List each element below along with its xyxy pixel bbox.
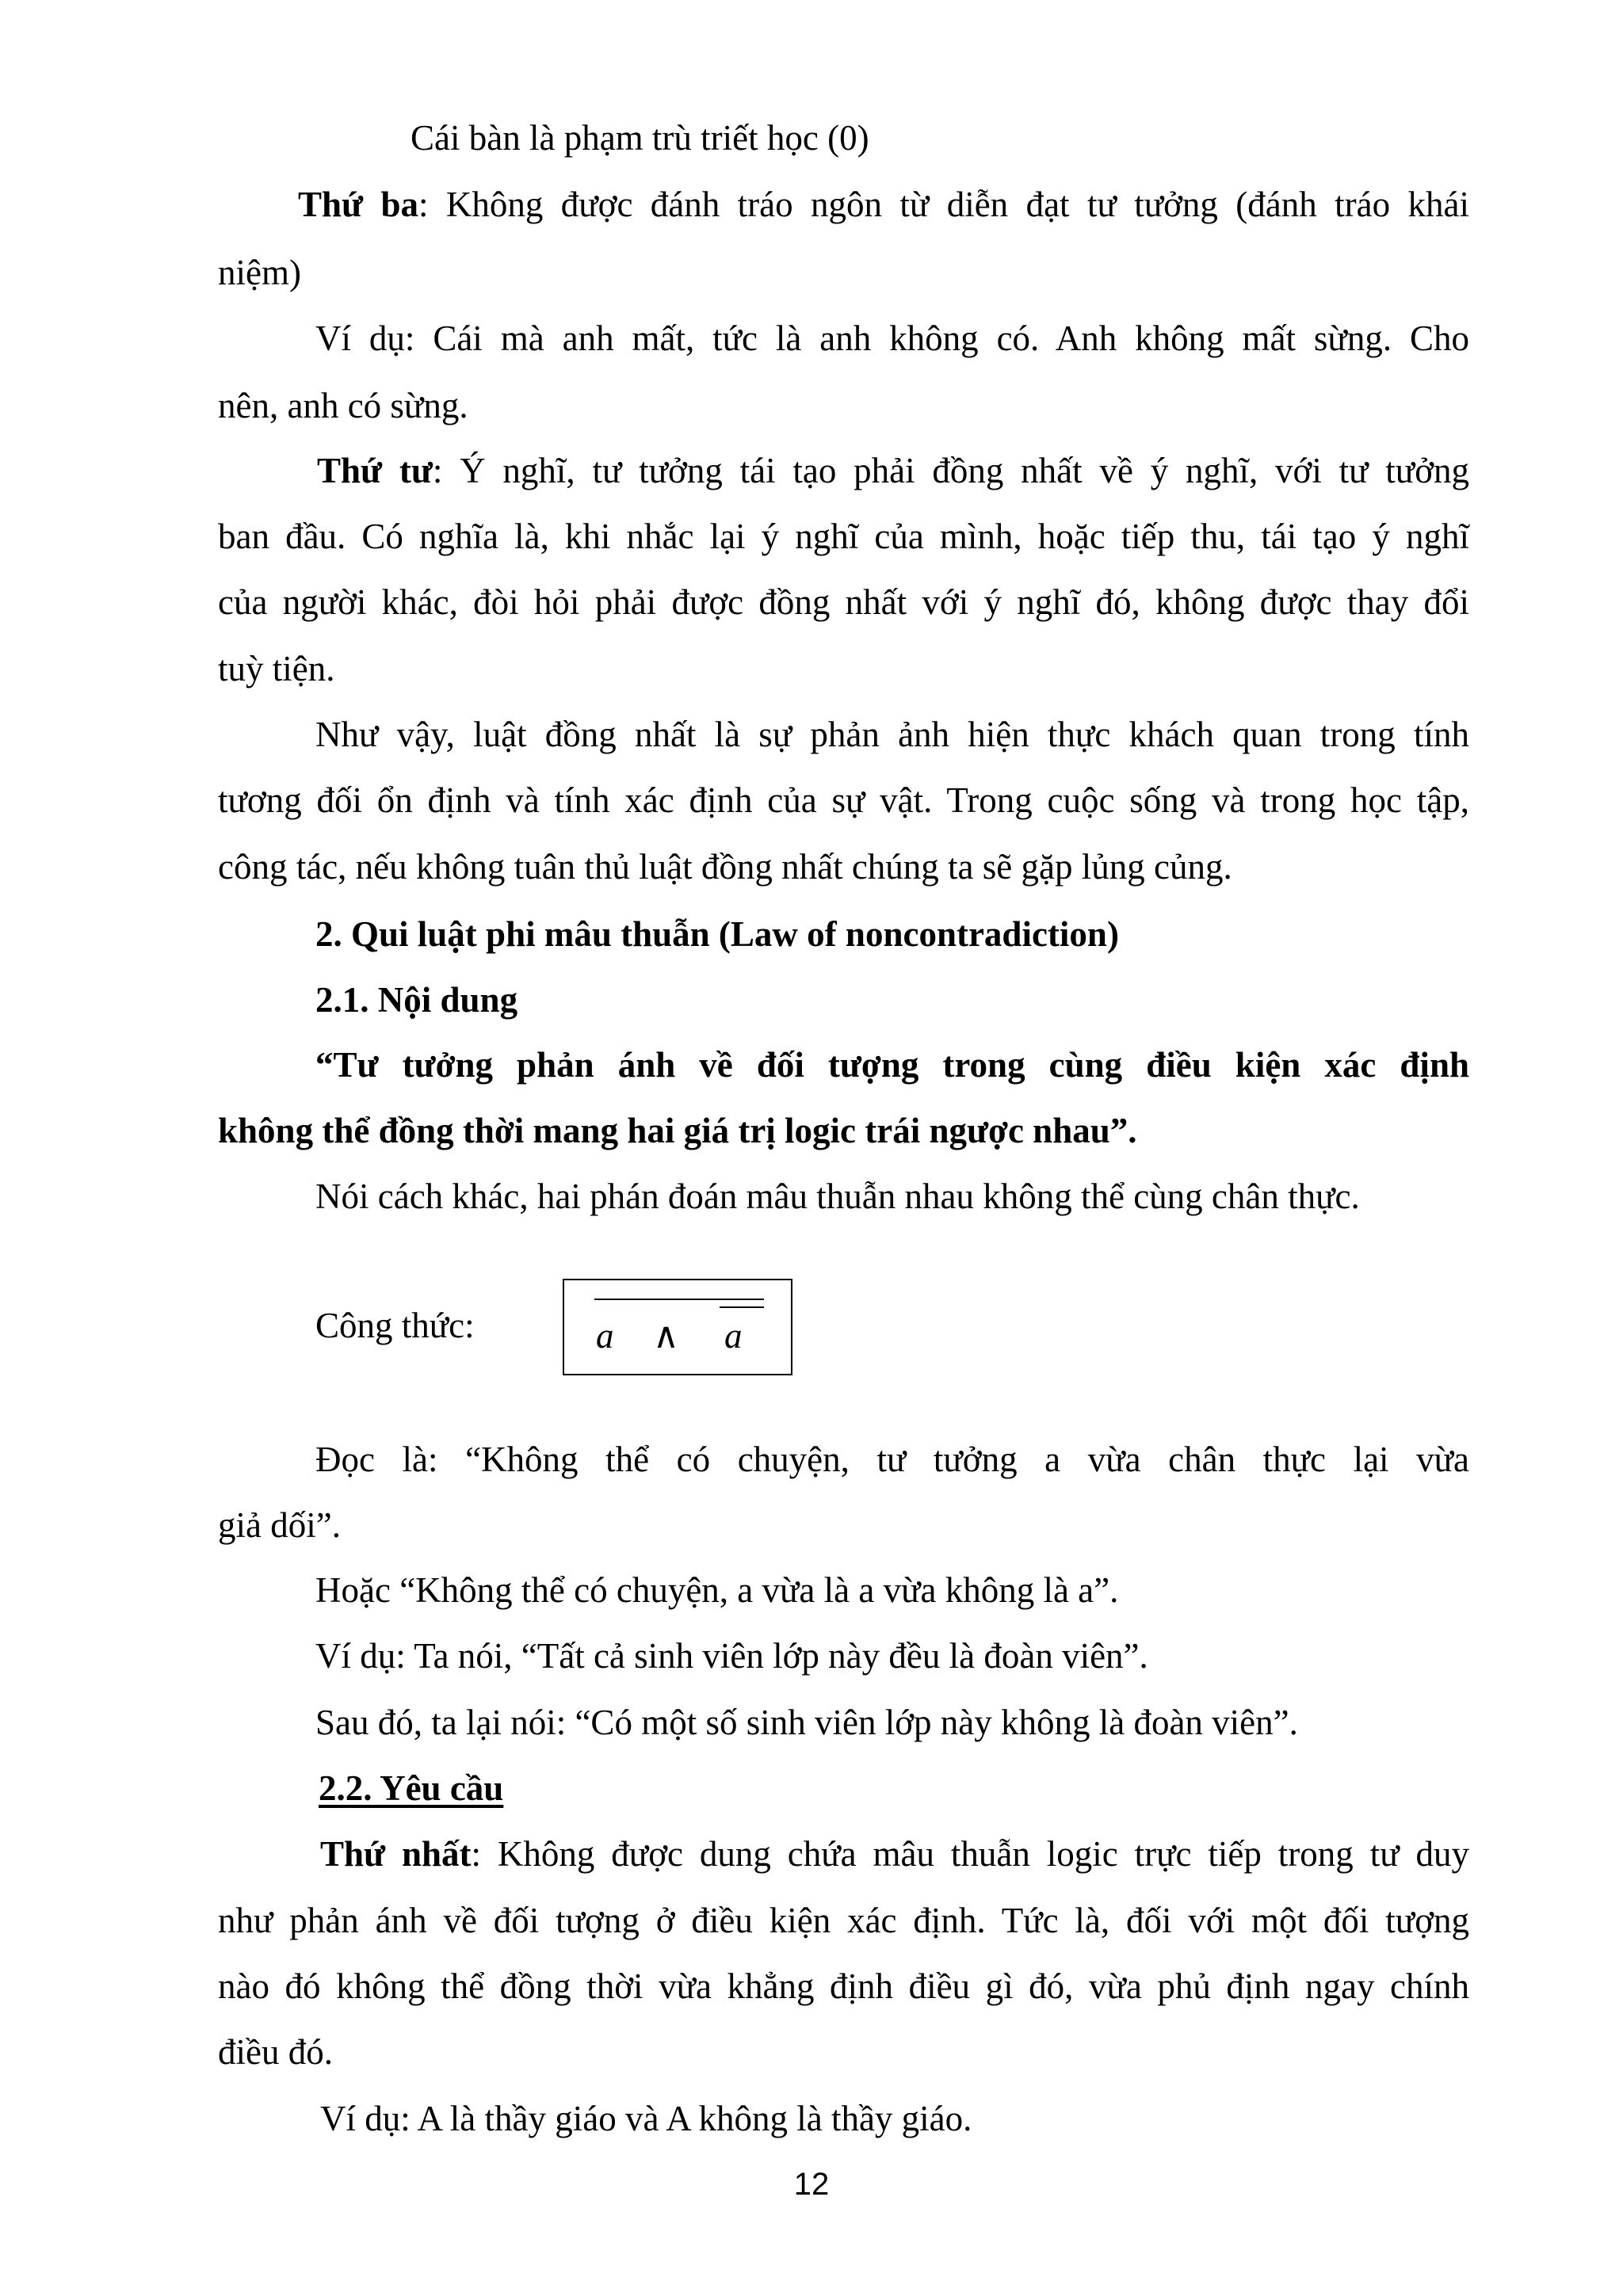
text-line: Đọc là: “Không thể có chuyện, tư tưởng a vừa chân thực lại vừa <box>315 1440 1469 1479</box>
text-line: Như vậy, luật đồng nhất là sự phản ảnh hiện thực khách quan trong tính <box>315 715 1469 754</box>
term-thu-ba: Thứ ba <box>298 185 418 224</box>
subsection-heading: 2.2. Yêu cầu <box>319 1768 504 1808</box>
text-line: niệm) <box>218 253 301 292</box>
text-line: công tác, nếu không tuân thủ luật đồng nhất chúng ta sẽ gặp lủng củng. <box>218 847 1232 887</box>
paragraph-thu-nhat <box>320 1836 1469 1872</box>
text-line: Nói cách khác, hai phán đoán mâu thuẫn nhau không thể cùng chân thực. <box>315 1177 1360 1216</box>
subsection-heading: 2.1. Nội dung <box>315 980 518 1020</box>
text-line: nên, anh có sừng. <box>218 386 468 425</box>
section-heading: 2. Qui luật phi mâu thuẫn (Law of noncontradiction) <box>315 914 1119 954</box>
text-line: điều đó. <box>218 2032 333 2072</box>
text-line: Cái bàn là phạm trù triết học (0) <box>411 118 869 158</box>
paragraph-thu-tu <box>317 453 1469 489</box>
formula-operator: ∧ <box>653 1316 679 1356</box>
formula-var-right: a <box>724 1316 743 1356</box>
text-line: giả dối”. <box>218 1505 341 1545</box>
text-line: : Ý nghĩ, tư tưởng tái tạo phải đồng nhất về ý nghĩ, với tư tưởng <box>432 451 1469 490</box>
quote-line: không thể đồng thời mang hai giá trị logic trái ngược nhau”. <box>218 1111 1137 1150</box>
text-line: : Không được đánh tráo ngôn từ diễn đạt tư tưởng (đánh tráo khái <box>418 185 1469 224</box>
text-line: tương đối ổn định và tính xác định của sự vật. Trong cuộc sống và trong học tập, <box>218 780 1469 820</box>
text-line: tuỳ tiện. <box>218 649 335 688</box>
text-line: Ví dụ: Cái mà anh mất, tức là anh không có. Anh không mất sừng. Cho <box>315 318 1469 358</box>
text-line: Sau đó, ta lại nói: “Có một số sinh viên lớp này không là đoàn viên”. <box>315 1703 1298 1742</box>
term-thu-nhat: Thứ nhất <box>320 1834 472 1874</box>
text-line: của người khác, đòi hỏi phải được đồng nhất với ý nghĩ đó, không được thay đổi <box>218 582 1469 622</box>
term-thu-tu: Thứ tư <box>317 451 433 490</box>
formula-label: Công thức: <box>315 1306 475 1345</box>
formula-var-left: a <box>596 1316 614 1356</box>
text-line: Ví dụ: A là thầy giáo và A không là thầy giáo. <box>320 2099 972 2138</box>
text-line: Ví dụ: Ta nói, “Tất cả sinh viên lớp này đều là đoàn viên”. <box>315 1636 1148 1676</box>
quote-line: “Tư tưởng phản ánh về đối tượng trong cùng điều kiện xác định <box>315 1045 1469 1085</box>
text-line: như phản ánh về đối tượng ở điều kiện xác định. Tức là, đối với một đối tượng <box>218 1901 1469 1940</box>
text-line: Hoặc “Không thể có chuyện, a vừa là a vừa không là a”. <box>315 1570 1119 1610</box>
page-number: 12 <box>793 2167 830 2202</box>
text-line: ban đầu. Có nghĩa là, khi nhắc lại ý nghĩ của mình, hoặc tiếp thu, tái tạo ý nghĩ <box>218 517 1469 556</box>
text-line: nào đó không thể đồng thời vừa khẳng định điều gì đó, vừa phủ định ngay chính <box>218 1966 1469 2006</box>
formula-box <box>563 1279 792 1375</box>
text-line: : Không được dung chứa mâu thuẫn logic trực tiếp trong tư duy <box>471 1834 1469 1874</box>
paragraph-thu-ba <box>298 187 1469 223</box>
